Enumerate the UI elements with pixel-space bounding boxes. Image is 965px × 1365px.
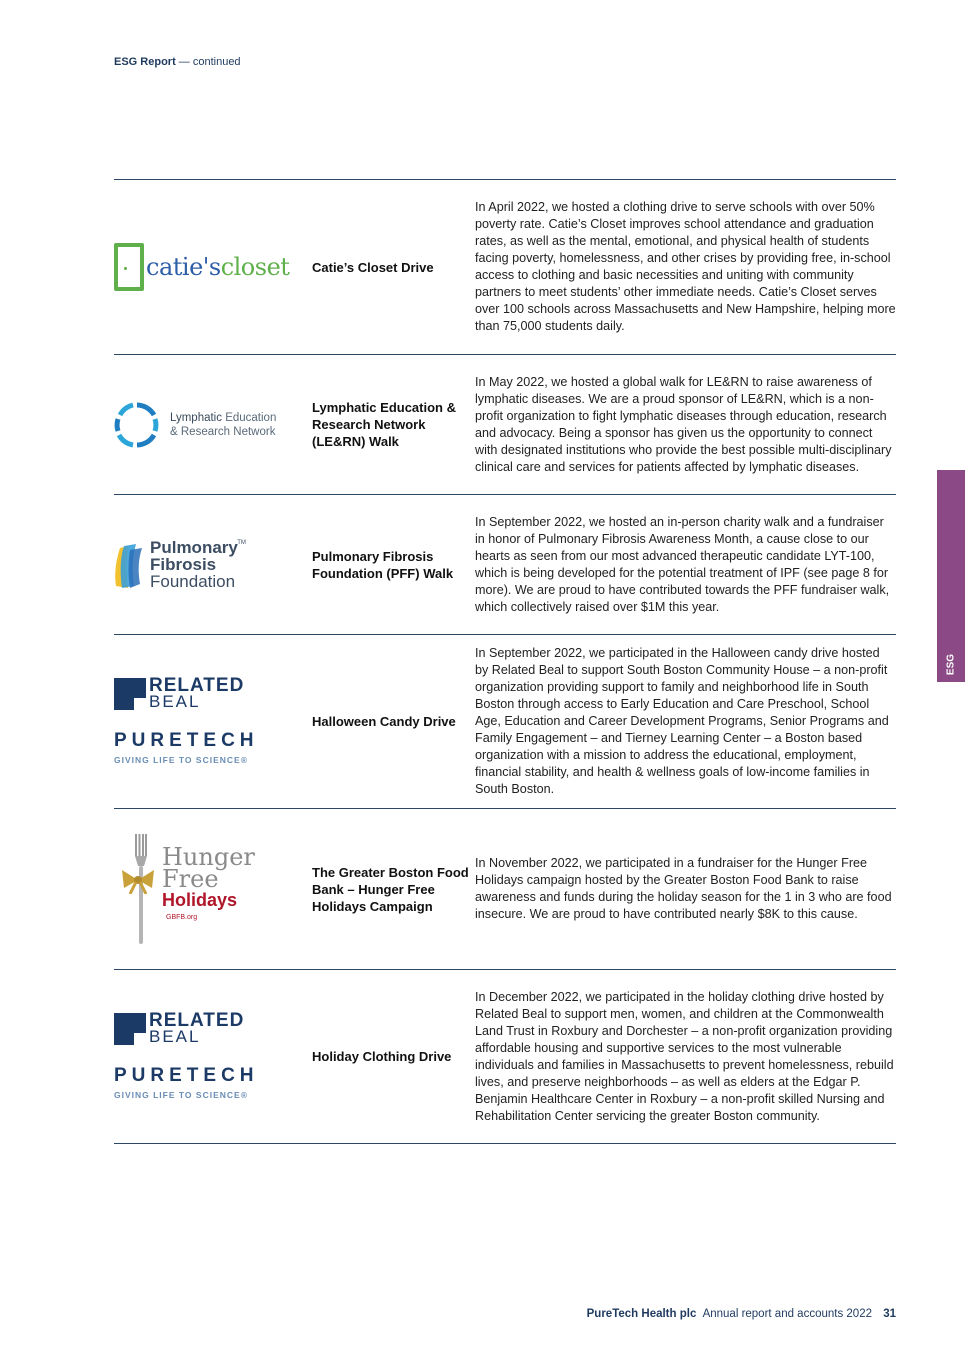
row-description: In April 2022, we hosted a clothing drive to serve schools with over 50% poverty rate. Catie’s Closet improves school attendance and graduation rates, as well as the mental, emotional, and physical health of students facing poverty, homelessness, and other crises by providing free, in-school access to clothing and basic necessities and uniting with community partners to meet students’ other immediate needs. Catie’s Closet serves over 100 schools across Massachusetts and New Hampshire, helping more than 75,000 students daily.: [475, 200, 896, 333]
esg-side-tab[interactable]: [937, 470, 965, 682]
caties-closet-logo: [114, 243, 289, 291]
pff-logo-line3: Foundation: [150, 572, 236, 591]
catie-logo-text: [146, 253, 289, 281]
pff-logo-tm: TM: [237, 540, 246, 546]
door-icon: [114, 243, 144, 291]
pff-lung-icon: [114, 540, 144, 590]
logo-cell: [114, 402, 312, 448]
row-title: Holiday Clothing Drive: [312, 1049, 452, 1064]
lern-logo: [114, 402, 276, 448]
pff-logo-line2: Fibrosis: [150, 555, 217, 574]
lern-logo-line2: & Research Network: [170, 425, 276, 438]
puretech-tagline: GIVING LIFE TO SCIENCE®: [114, 1090, 248, 1100]
row-description: In September 2022, we participated in the Halloween candy drive hosted by Related Beal to support South Boston Community House – a non-profit organization providing support to family and neighborhood life in South Boston through access to Early Education and Care Preschool, School Age, Education and Career Development Programs, Senior Programs and Family Engagement – and Tierney Learning Center – a Boston based organization with a mission to address the educational, employment, financial stability, and health & wellness goals of low-income families in South Boston.: [475, 646, 889, 796]
related-beal-mark-icon: [114, 678, 146, 710]
lern-logo-line1b: Education: [222, 411, 277, 424]
table-row: [114, 808, 896, 969]
pff-logo-line1: Pulmonary: [150, 538, 238, 557]
lern-logo-line1a: Lymphatic: [170, 411, 222, 424]
catie-logo-part1: catie's: [146, 253, 221, 281]
related-beal-mark-icon: [114, 1013, 146, 1045]
catie-logo-part2: closet: [220, 253, 290, 281]
logo-cell: [114, 1010, 312, 1100]
table-row: [114, 634, 896, 808]
table-row: [114, 494, 896, 634]
related-beal-logo: [114, 675, 259, 711]
puretech-tagline: GIVING LIFE TO SCIENCE®: [114, 755, 248, 765]
hunger-logo-line1: Hunger: [162, 843, 255, 871]
row-title: Halloween Candy Drive: [312, 714, 456, 729]
hunger-free-holidays-logo: [114, 834, 254, 944]
logo-cell: [114, 675, 312, 765]
footer-doc: Annual report and accounts 2022: [702, 1308, 872, 1320]
related-beal-logo: [114, 1010, 259, 1046]
row-title: Pulmonary Fibrosis Foundation (PFF) Walk: [312, 548, 454, 581]
pff-logo: [114, 538, 246, 591]
puretech-logo: [114, 1065, 259, 1100]
puretech-wordmark: PURETECH: [114, 730, 259, 751]
row-title: Catie’s Closet Drive: [312, 259, 434, 275]
bow-icon: [120, 868, 156, 894]
table-row: [114, 969, 896, 1144]
side-tab-label: ESG: [945, 653, 957, 676]
row-description: In September 2022, we hosted an in-person charity walk and a fundraiser in honor of Pulmonary Fibrosis Awareness Month, a cause close to our hearts as seen from our most advanced therapeutic candidate LYT-100, which is being developed for the potential treatment of IPF (see page 8 for more). We are proud to have contributed towards the PFF fundraiser walk, which collectively raised over $1M this year.: [475, 514, 890, 614]
row-description: In May 2022, we hosted a global walk for LE&RN to raise awareness of lymphatic diseases. We are a proud sponsor of LE&RN, which is a non-profit organization to fight lymphatic diseases through education, research and advocacy. Being a sponsor has given us the opportunity to connect with designated institutions who provide the best possible multi-disciplinary clinical care and services for patients affected by lymphatic diseases.: [475, 374, 892, 474]
lern-ring-icon: [114, 402, 160, 448]
related-beal-puretech-logos: [114, 1010, 259, 1100]
related-beal-word2: BEAL: [149, 692, 201, 711]
pff-logo-text: [150, 538, 246, 591]
puretech-wordmark: PURETECH: [114, 1065, 259, 1086]
logo-cell: [114, 539, 312, 590]
related-beal-puretech-logos: [114, 675, 259, 765]
related-beal-word1: RELATED: [149, 675, 245, 696]
hunger-logo-line1-2: [162, 843, 255, 893]
related-beal-word2: BEAL: [149, 1027, 201, 1046]
page-number: 31: [883, 1308, 896, 1320]
hunger-logo-line3: Holidays: [162, 890, 238, 910]
initiatives-table: [114, 179, 896, 1144]
page-footer: [587, 1308, 896, 1320]
row-title: The Greater Boston Food Bank – Hunger Free Holidays Campaign: [312, 864, 469, 914]
puretech-logo: [114, 730, 259, 765]
header-section: ESG Report: [114, 56, 176, 68]
row-description: In December 2022, we participated in the holiday clothing drive hosted by Related Beal to support men, women, and children at the Commonwealth Land Trust in Roxbury and Dorchester – a non-profit organization providing affordable housing and supportive services to the most vulnerable individuals and families in Massachusetts to prevent homelessness, rebuild lives, and preserve neighborhoods – as well as elders at the Edgar P. Benjamin Healthcare Center in Roxbury – a non-profit skilled Nursing and Rehabilitation Center servicing the greater Boston community.: [475, 989, 894, 1123]
hunger-logo-line2: Free: [162, 865, 219, 893]
table-row: [114, 179, 896, 354]
logo-cell: [114, 243, 312, 291]
row-title: Lymphatic Education & Research Network (LE&RN) Walk: [312, 400, 456, 449]
header-continued: — continued: [175, 56, 241, 68]
hunger-logo-line4: GBFB.org: [166, 914, 198, 921]
table-row: [114, 354, 896, 494]
logo-cell: [114, 834, 312, 944]
running-header: [114, 56, 241, 68]
footer-company: PureTech Health plc: [586, 1308, 697, 1320]
related-beal-word1: RELATED: [149, 1010, 245, 1031]
row-description: In November 2022, we participated in a fundraiser for the Hunger Free Holidays campaign hosted by the Greater Boston Food Bank to raise awareness and funds during the holiday season for the 1 in 3 who are food insecure. We are proud to have contributed nearly $8K to this cause.: [475, 856, 892, 921]
